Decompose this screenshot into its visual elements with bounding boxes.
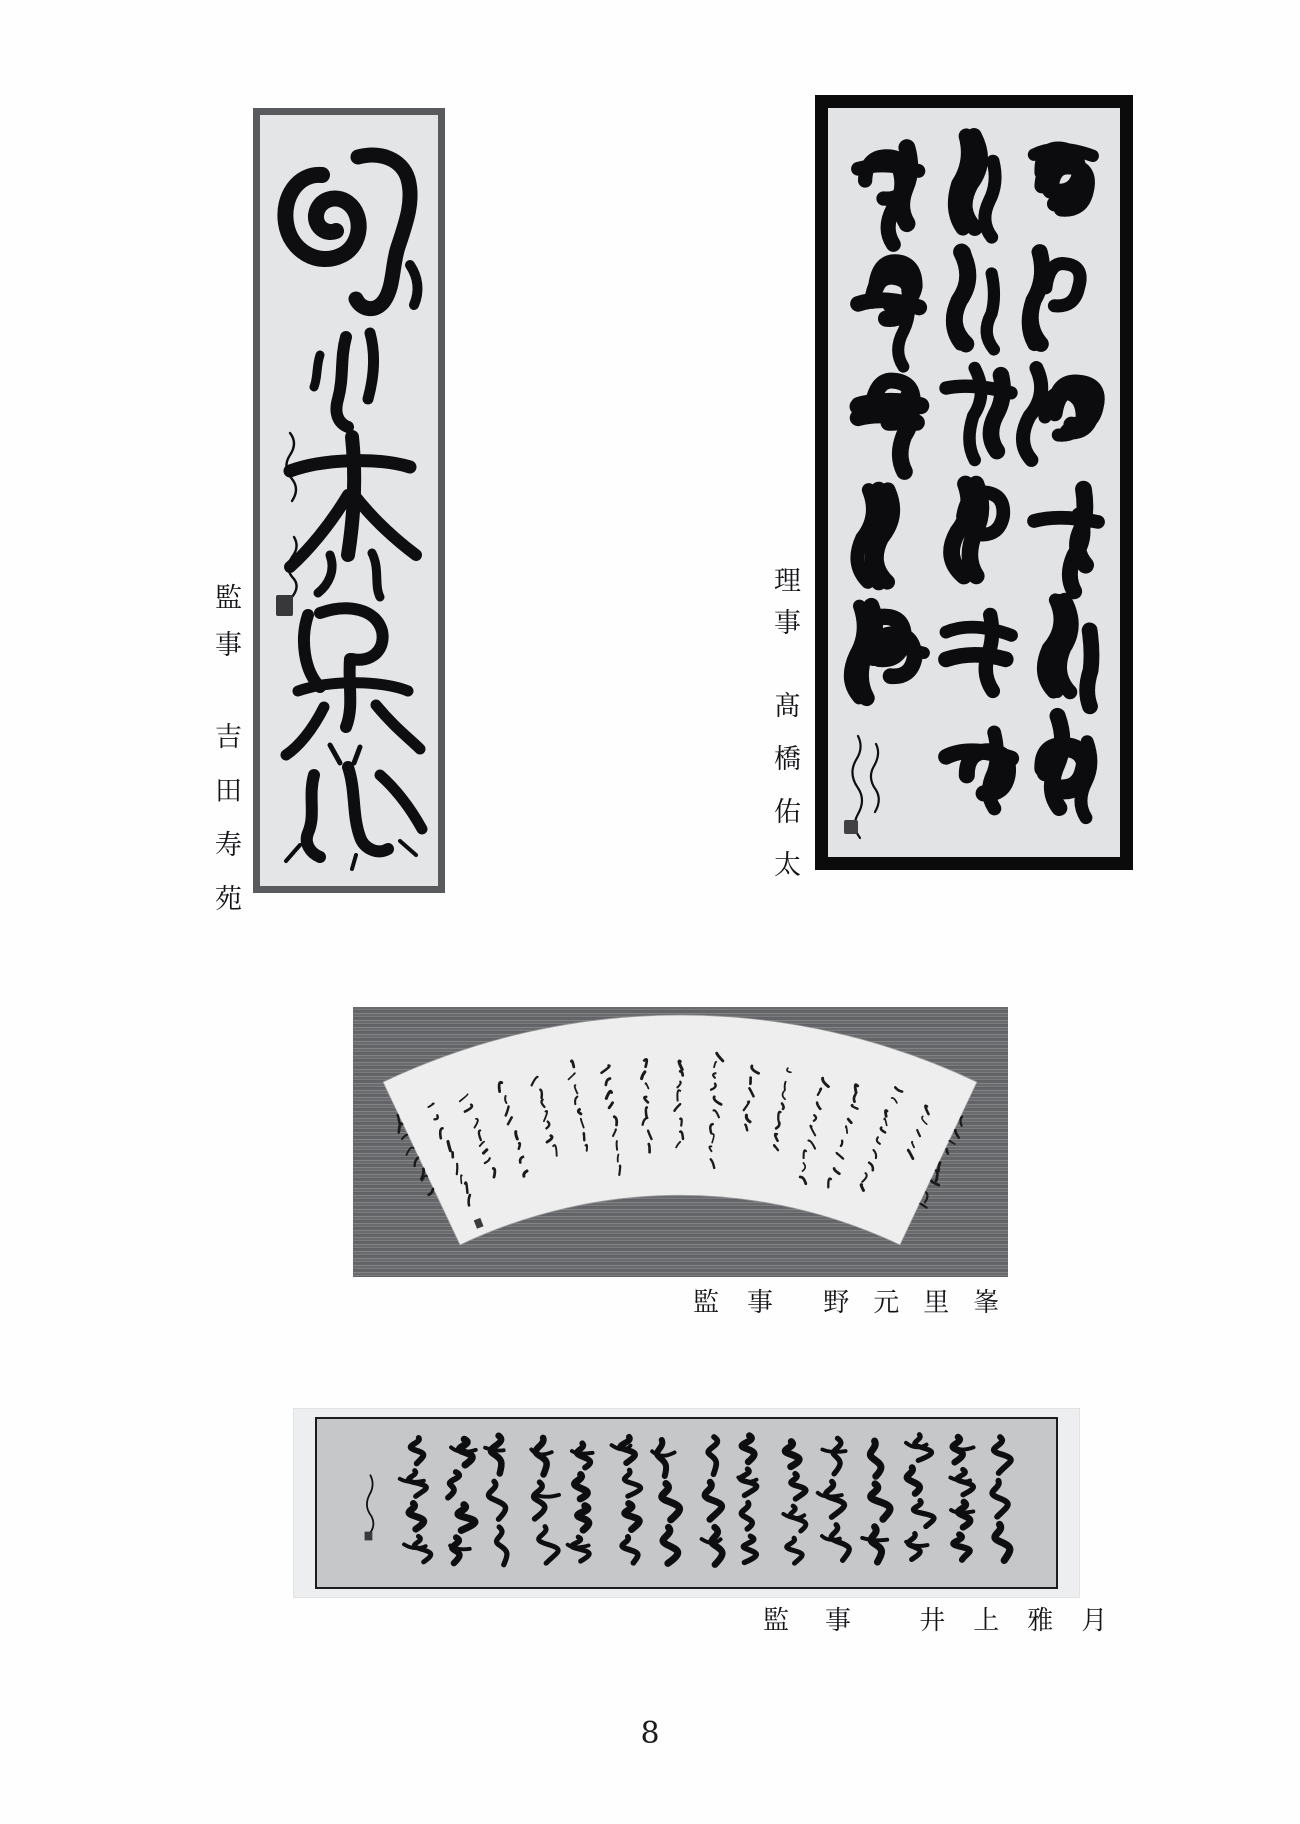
role-text: 理事	[769, 566, 800, 650]
calligraphy-ink-inoue	[317, 1419, 1056, 1587]
artist-name-text: 井上雅月	[919, 1606, 1136, 1636]
label-inoue	[763, 1606, 1135, 1637]
role-text: 監事	[763, 1606, 888, 1636]
artwork-inoue-scroll	[293, 1408, 1080, 1598]
role-text: 監事	[693, 1288, 802, 1318]
calligraphy-ink-takahashi	[828, 108, 1120, 857]
calligraphy-ink-yoshida	[260, 115, 438, 886]
artist-name-text: 吉田寿苑	[210, 722, 241, 938]
label-nomoto	[693, 1288, 1023, 1319]
artwork-inoue-paper	[315, 1417, 1058, 1589]
page-number: 8	[640, 1716, 660, 1751]
artwork-yoshida-scroll	[253, 108, 445, 893]
artist-name-text: 髙橋佑太	[769, 691, 800, 903]
artwork-nomoto-fan	[353, 1007, 1008, 1277]
label-yoshida	[212, 583, 239, 938]
role-text: 監事	[210, 583, 241, 677]
artist-seal	[276, 595, 293, 616]
artist-name-text: 野元里峯	[823, 1288, 1024, 1318]
label-takahashi	[771, 566, 798, 903]
calligraphy-ink-nomoto	[353, 1007, 1008, 1277]
artwork-takahashi-panel	[815, 95, 1133, 870]
